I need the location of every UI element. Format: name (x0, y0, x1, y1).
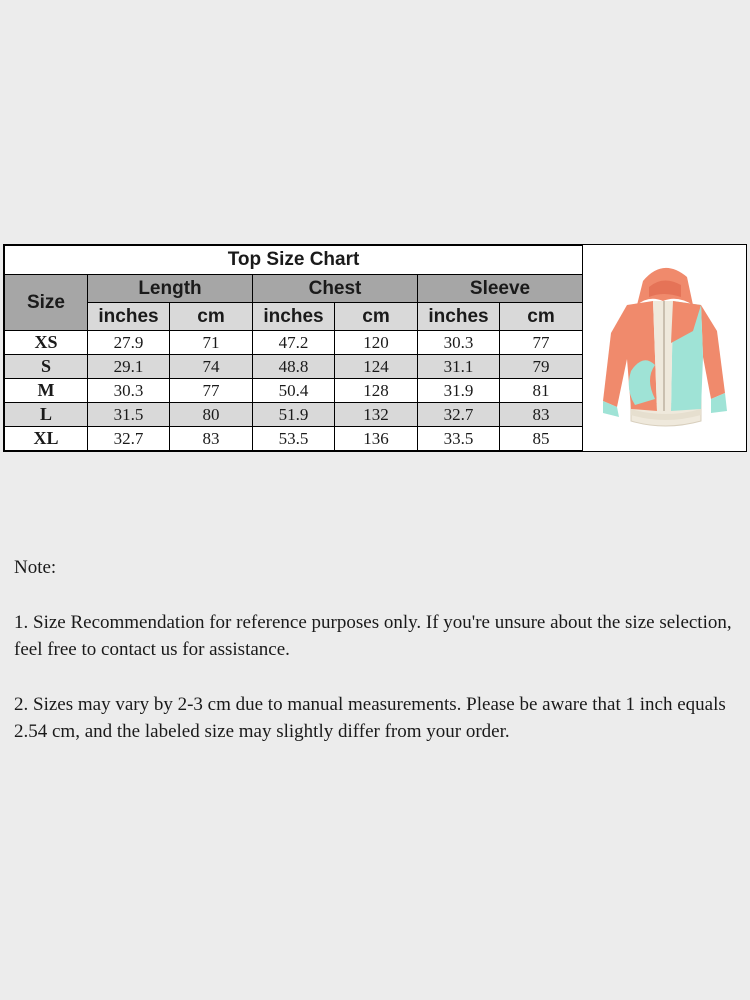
chest-header: Chest (253, 275, 418, 303)
table-cell: 33.5 (418, 427, 500, 451)
table-row (5, 355, 583, 379)
size-column-header: Size (5, 275, 88, 331)
table-cell: 79 (500, 355, 583, 379)
unit-header: inches (88, 303, 170, 331)
table-cell: 31.5 (88, 403, 170, 427)
table-row (5, 403, 583, 427)
sleeve-header: Sleeve (418, 275, 583, 303)
table-cell: 132 (335, 403, 418, 427)
table-cell: 50.4 (253, 379, 335, 403)
notes-heading: Note: (14, 557, 57, 578)
table-cell: 47.2 (253, 331, 335, 355)
size-label: XS (5, 331, 88, 355)
chart-title: Top Size Chart (5, 246, 583, 275)
table-cell: 83 (170, 427, 253, 451)
table-cell: 124 (335, 355, 418, 379)
table-cell: 31.9 (418, 379, 500, 403)
table-cell: 120 (335, 331, 418, 355)
table-cell: 85 (500, 427, 583, 451)
size-label: S (5, 355, 88, 379)
length-header: Length (88, 275, 253, 303)
table-cell: 128 (335, 379, 418, 403)
note-item-2: 2. Sizes may vary by 2-3 cm due to manual measurements. Please be aware that 1 inch equals 2.54 cm, and the labeled size may slightly differ from your order. (14, 694, 726, 742)
unit-header: inches (418, 303, 500, 331)
table-cell: 80 (170, 403, 253, 427)
size-label: L (5, 403, 88, 427)
unit-header: cm (500, 303, 583, 331)
size-chart (3, 244, 747, 452)
note-item-1: 1. Size Recommendation for reference purposes only. If you're unsure about the size selection, feel free to contact us for assistance. (14, 612, 732, 660)
size-label: XL (5, 427, 88, 451)
table-row (5, 427, 583, 451)
table-row (5, 331, 583, 355)
table-cell: 30.3 (418, 331, 500, 355)
table-cell: 136 (335, 427, 418, 451)
notes-section (14, 554, 740, 773)
table-cell: 81 (500, 379, 583, 403)
table-cell: 71 (170, 331, 253, 355)
table-cell: 27.9 (88, 331, 170, 355)
unit-header: cm (335, 303, 418, 331)
table-cell: 29.1 (88, 355, 170, 379)
table-cell: 30.3 (88, 379, 170, 403)
table-row (5, 379, 583, 403)
table-cell: 51.9 (253, 403, 335, 427)
table-cell: 48.8 (253, 355, 335, 379)
table-cell: 53.5 (253, 427, 335, 451)
table-cell: 31.1 (418, 355, 500, 379)
table-cell: 77 (170, 379, 253, 403)
jacket-icon (597, 261, 733, 437)
table-cell: 83 (500, 403, 583, 427)
size-label: M (5, 379, 88, 403)
table-cell: 32.7 (418, 403, 500, 427)
size-table (4, 245, 583, 451)
unit-header: cm (170, 303, 253, 331)
table-cell: 77 (500, 331, 583, 355)
table-cell: 74 (170, 355, 253, 379)
unit-header: inches (253, 303, 335, 331)
product-image (582, 245, 746, 451)
table-cell: 32.7 (88, 427, 170, 451)
